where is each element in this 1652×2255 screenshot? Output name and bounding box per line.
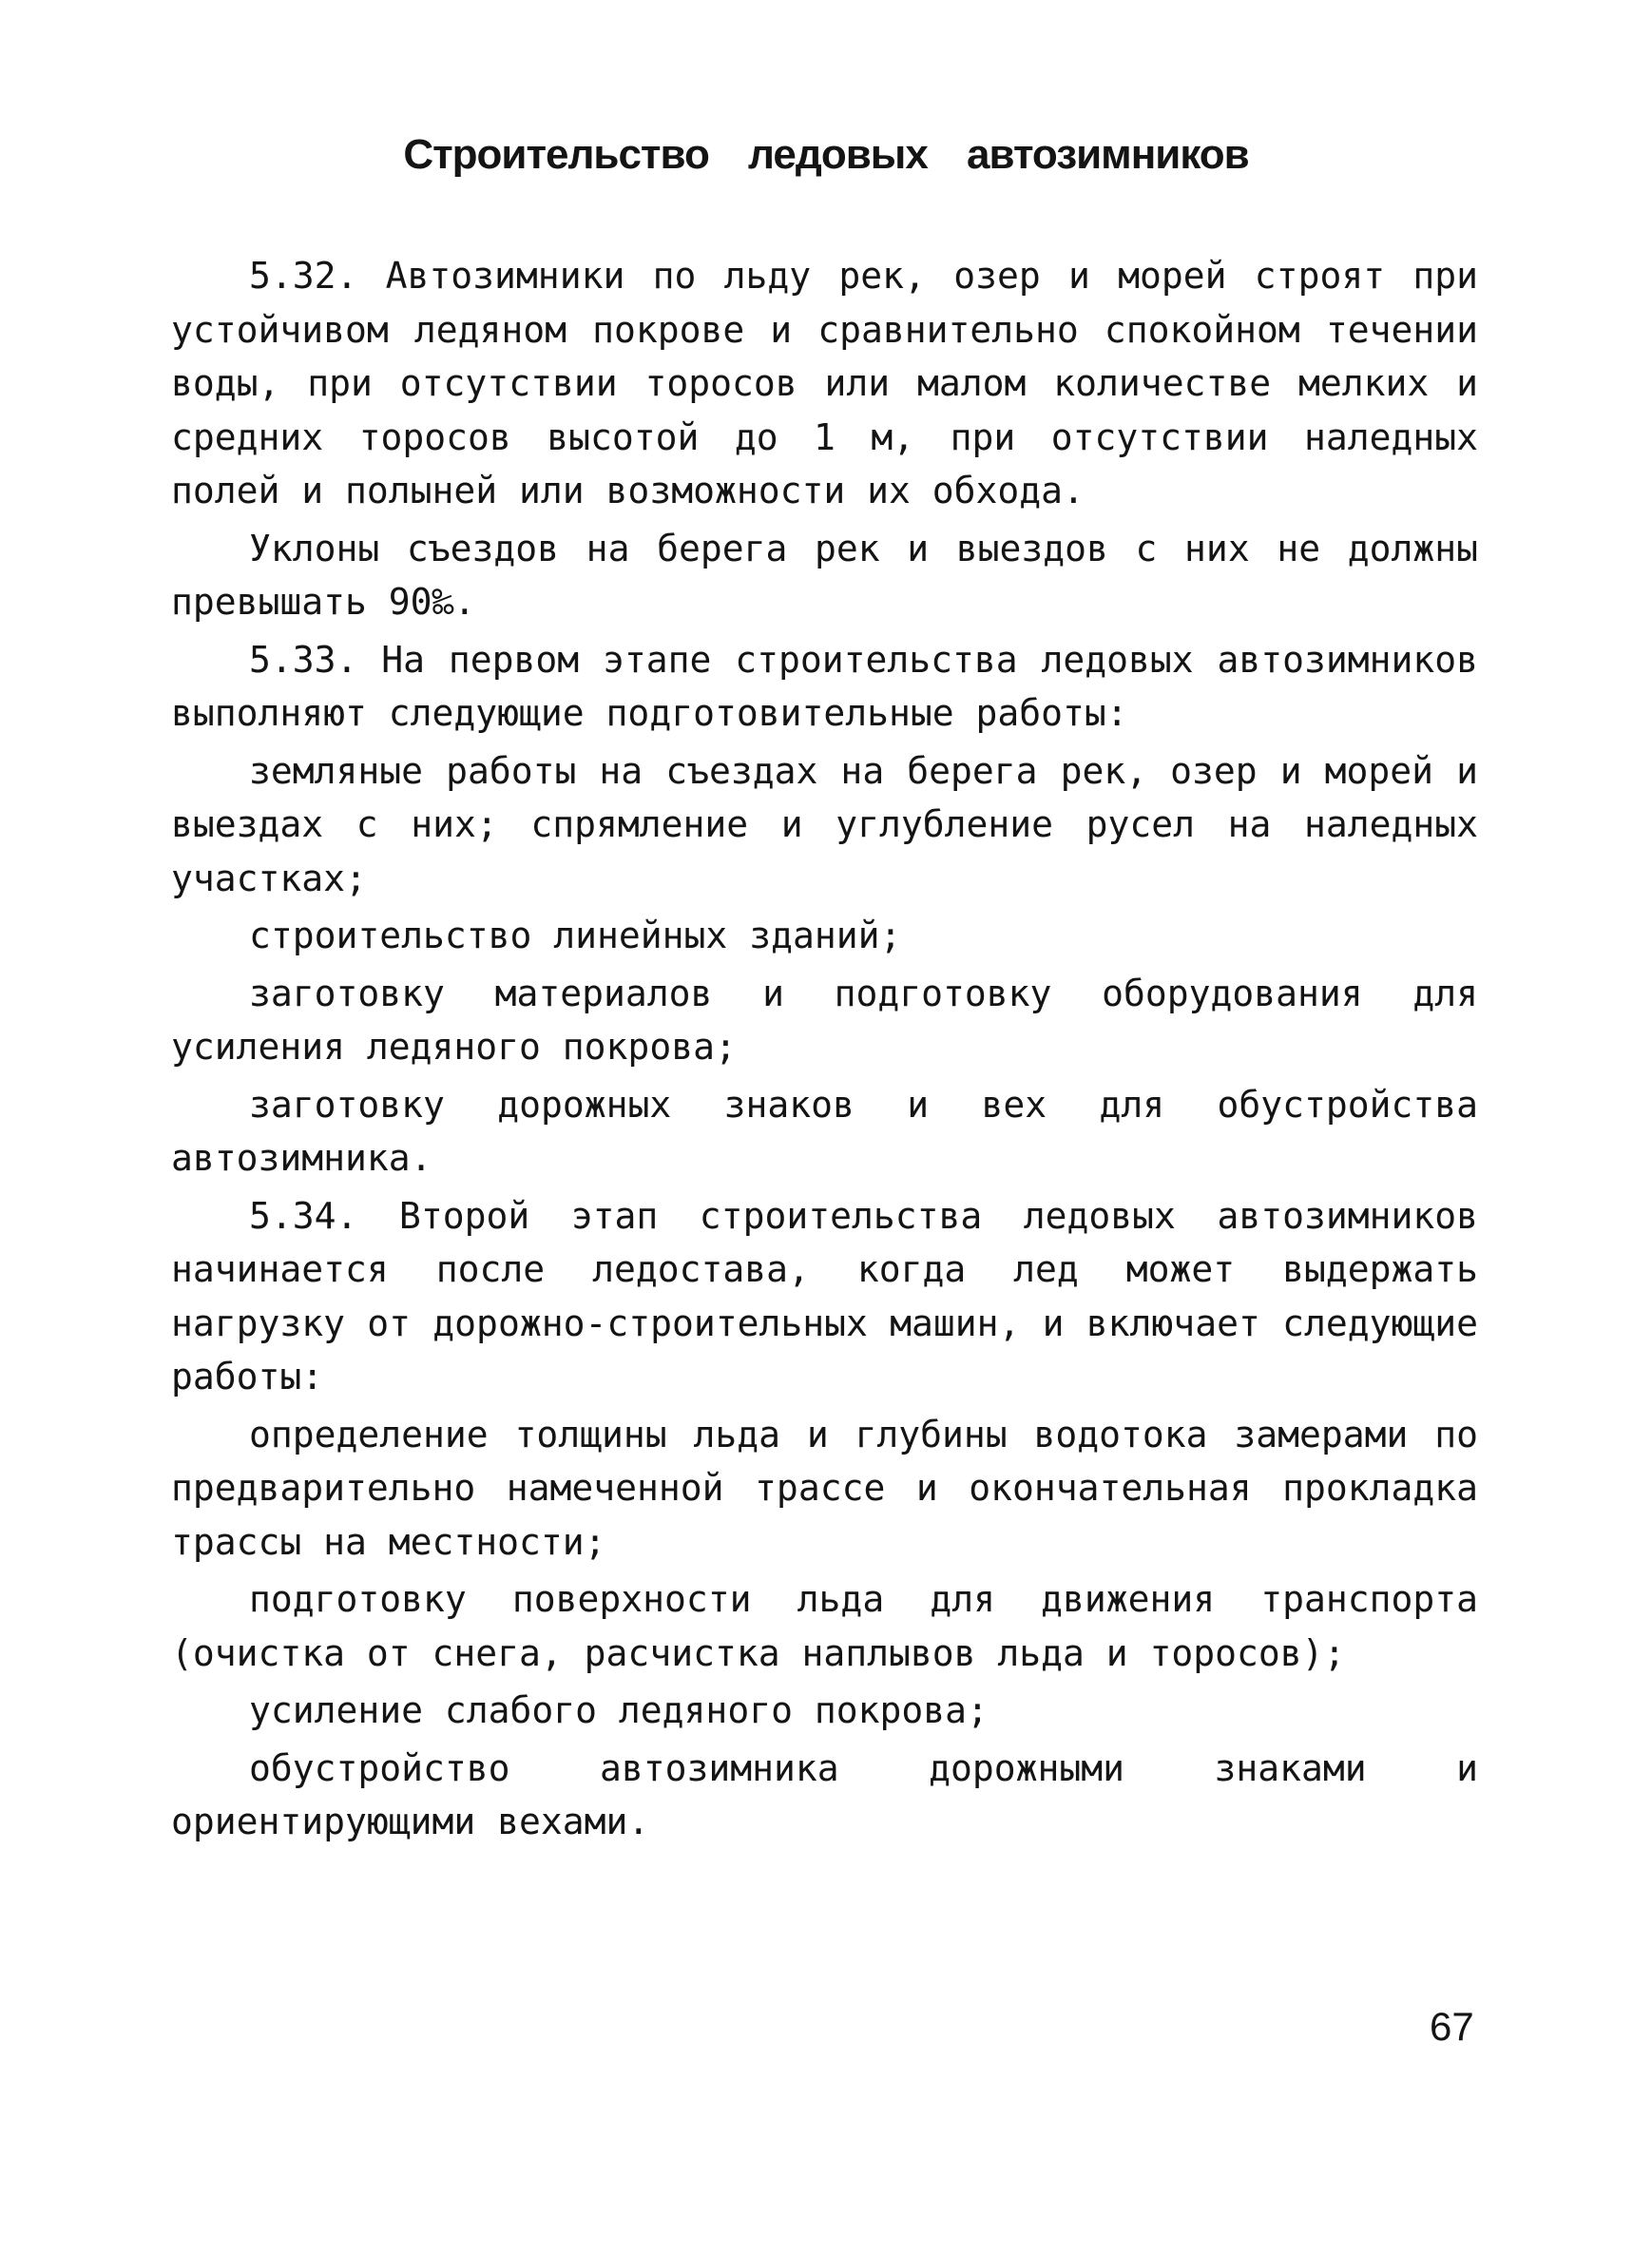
list-item-road-signs: заготовку дорожных знаков и вех для обустройства автозимника. xyxy=(171,1083,1478,1179)
list-item-arrangement: обустройство автозимника дорожными знаками и ориентирующими вехами. xyxy=(171,1746,1478,1842)
paragraph-5-34: 5.34. Второй этап строительства ледовых автозимников начинается после ледостава, когда лед может выдержать нагрузку от дорожно-строительных машин, и включает следующие работы: xyxy=(171,1194,1478,1397)
list-item-ice-surface: подготовку поверхности льда для движения транспорта (очистка от снега, расчистка наплывов льда и торосов); xyxy=(171,1578,1478,1674)
paragraph-5-32: 5.32. Автозимники по льду рек, озер и морей строят при устойчивом ледяном покрове и сравнительно спокойном течении воды, при отсутствии торосов или малом количестве мелких и средних торосов высотой до 1 м, при отсутствии наледных полей и полыней или возможности их обхода. xyxy=(171,255,1478,511)
page-number: 67 xyxy=(1430,2004,1474,2049)
list-item-buildings: строительство линейных зданий; xyxy=(249,915,902,956)
list-item-reinforcement: усиление слабого ледяного покрова; xyxy=(249,1689,989,1731)
section-heading: Строительство ледовых автозимников xyxy=(403,131,1249,178)
paragraph-slopes: Уклоны съездов на берега рек и выездов с них не должны превышать 90‰. xyxy=(171,527,1478,623)
list-item-earthworks: земляные работы на съездах на берега рек, озер и морей и выездах с них; спрямление и углубление русел на наледных участках; xyxy=(171,749,1478,899)
list-item-materials: заготовку материалов и подготовку оборудования для усиления ледяного покрова; xyxy=(171,972,1478,1068)
body-text xyxy=(171,249,1478,1849)
paragraph-5-33: 5.33. На первом этапе строительства ледовых автозимников выполняют следующие подготовительные работы: xyxy=(171,638,1478,734)
list-item-ice-thickness: определение толщины льда и глубины водотока замерами по предварительно намеченной трассе и окончательная прокладка трассы на местности; xyxy=(171,1413,1478,1563)
